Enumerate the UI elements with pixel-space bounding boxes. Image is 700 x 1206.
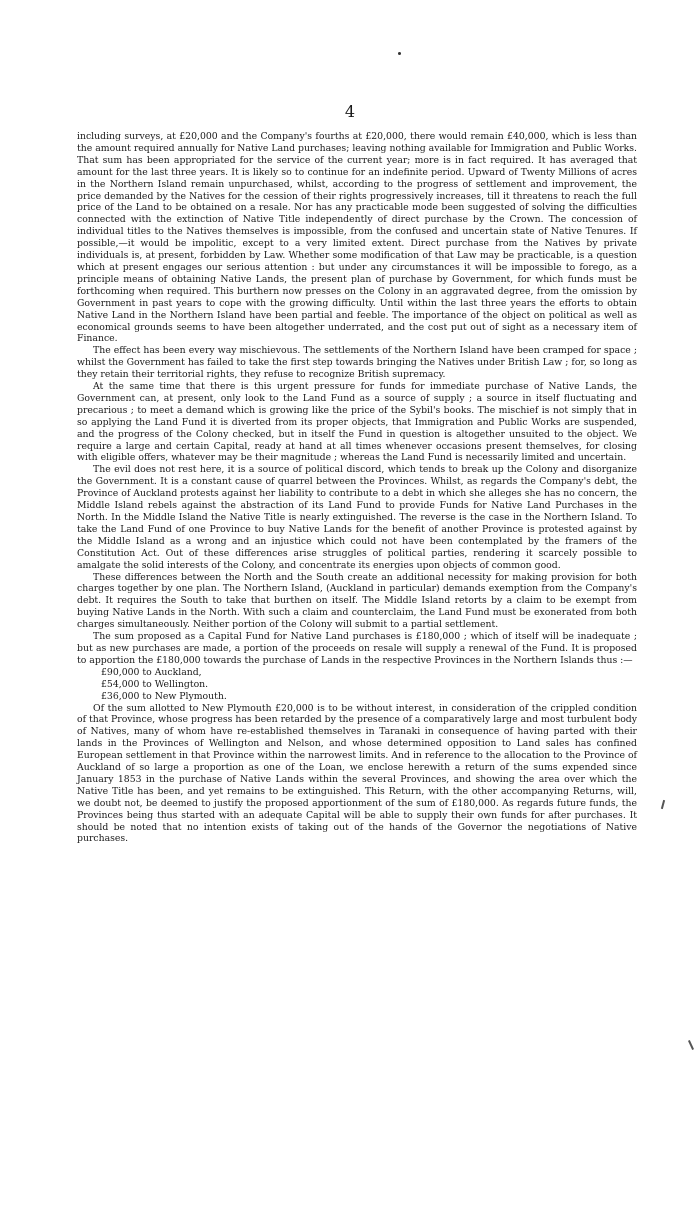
margin-mark-bottom-right [688, 1040, 694, 1050]
amount-new-plymouth: £36,000 to New Plymouth. [101, 690, 227, 702]
page-number: 4 [344, 102, 356, 121]
paragraph-political-discord: The evil does not rest here, it is a source of political discord, which tends to break up the Colony and disorganize the Government. It is a constant cause of quarrel between the Provinces. Whilst, as regards the Company's debt, the Province of Auckland protests against her liability to contribute to a debt in which she alleges she has no concern, the Middle Island rebels against the abstraction of its Land Fund to provide Funds for Native Land Purchases in the North. In the Middle Island the Native Title is nearly extinguished. The reverse is the case in the Northern Island. To take the Land Fund of one Province to buy Native Lands for the benefit of another Province is protested against by the Middle Island as a wrong and an injustice which could not have been contemplated by the framers of the Constitution Act. Out of these differences arise struggles of political parties, rendering it scarcely possible to amalgate the solid interests of the Colony, and concentrate its energies upon objects of common good. [77, 464, 637, 571]
document-body [77, 131, 637, 845]
ink-speck [398, 52, 401, 55]
paragraph-new-plymouth-allotment: Of the sum allotted to New Plymouth £20,000 is to be without interest, in consideration of the crippled condition of that Province, whose progress has been retarded by the presence of a comparatively large and most turbulent body of Natives, many of whom have re-established themselves in Taranaki in consequence of having parted with their lands in the Provinces of Wellington and Nelson, and whose determined opposition to Land sales has confined European settlement in that Province within the narrowest limits. And in reference to the allocation to the Province of Auckland of so large a proportion as one of the Loan, we enclose herewith a return of the sums expended since January 1853 in the purchase of Native Lands within the several Provinces, and showing the area over which the Native Title has been, and yet remains to be extinguished. This Return, with the other accompanying Returns, will, we doubt not, be deemed to justify the proposed apportionment of the sum of £180,000. As regards future funds, the Provinces being thus started with an adequate Capital will be able to supply their own funds for after purchases. It should be noted that no intention exists of taking out of the hands of the Governor the negotiations of Native purchases. [77, 702, 637, 845]
paragraph-mischievous-effect: The effect has been every way mischievous. The settlements of the Northern Island have been cramped for space ; whilst the Government has failed to take the first step towards bringing the Natives under British Law ; for, so long as they retain their territorial rights, they refuse to recognize British supremacy. [77, 345, 637, 381]
paragraph-land-fund-pressure: At the same time that there is this urgent pressure for funds for immediate purchase of Native Lands, the Government can, at present, only look to the Land Fund as a source of supply ; a source in itself fluctuating and precarious ; to meet a demand which is growing like the price of the Sybil's books. The mischief is not simply that in so applying the Land Fund it is diverted from its proper objects, that Immigration and Public Works are suspended, and the progress of the Colony checked, but in itself the Fund in question is altogether unsuited to the object. We require a large and certain Capital, ready at hand at all times whenever occasions present themselves, for closing with eligible offers, whatever may be their magnitude ; whereas the Land Fund is necessarily limited and uncertain. [77, 381, 637, 464]
amount-wellington: £54,000 to Wellington. [101, 678, 209, 690]
amount-auckland: £90,000 to Auckland, [101, 666, 202, 678]
paragraph-capital-fund: The sum proposed as a Capital Fund for Native Land purchases is £180,000 ; which of itself will be inadequate ; but as new purchases are made, a portion of the proceeds on resale will supply a renewal of the Fund. It is proposed to apportion the £180,000 towards the purchase of Lands in the respective Provinces in the Northern Islands thus :— [77, 631, 637, 666]
apportionment-list [77, 667, 637, 703]
paragraph-native-land-purchases: including surveys, at £20,000 and the Company's fourths at £20,000, there would remain £40,000, which is less than the amount required annually for Native Land purchases; leaving nothing available for Immigration and Public Works. That sum has been appropriated for the service of the current year; more is in fact required. It has averaged that amount for the last three years. It is likely so to continue for an indefinite period. Upward of Twenty Millions of acres in the Northern Island remain unpurchased, whilst, according to the progress of settlement and improvement, the price demanded by the Natives for the cession of their rights progressively increases, till it threatens to reach the full price of the Land to be obtained on a resale. Nor has any practicable mode been suggested of solving the difficulties connected with the extinction of Native Title independently of direct purchase by the Crown. The concession of individual titles to the Natives themselves is impossible, from the confused and uncertain state of Native Tenures. If possible,—it would be impolitic, except to a very limited extent. Direct purchase from the Natives by private individuals is, at present, forbidden by Law. Whether some modification of that Law may be practicable, is a question which at present engages our serious attention : but under any circumstances it will be impossible to forego, as a principle means of obtaining Native Lands, the present plan of purchase by Government, for which funds must be forthcoming when required. This burthern now presses on the Colony in an aggravated degree, from the omission by Government in past years to cope with the growing difficulty. Until within the last three years the efforts to obtain Native Land in the Northern Island have been partial and feeble. The importance of the object on political as well as economical grounds seems to have been altogether underrated, and the cost put out of sight as a necessary item of Finance. [77, 131, 637, 345]
margin-mark-right [661, 800, 665, 809]
paragraph-north-south-differences: These differences between the North and the South create an additional necessity for making provision for both charges together by one plan. The Northern Island, (Auckland in particular) demands exemption from the Company's debt. It requires the South to take that burthen on itself. The Middle Island retorts by a claim to be exempt from buying Native Lands in the North. With such a claim and counterclaim, the Land Fund must be exonerated from both charges simultaneously. Neither portion of the Colony will submit to a partial settlement. [77, 571, 637, 631]
